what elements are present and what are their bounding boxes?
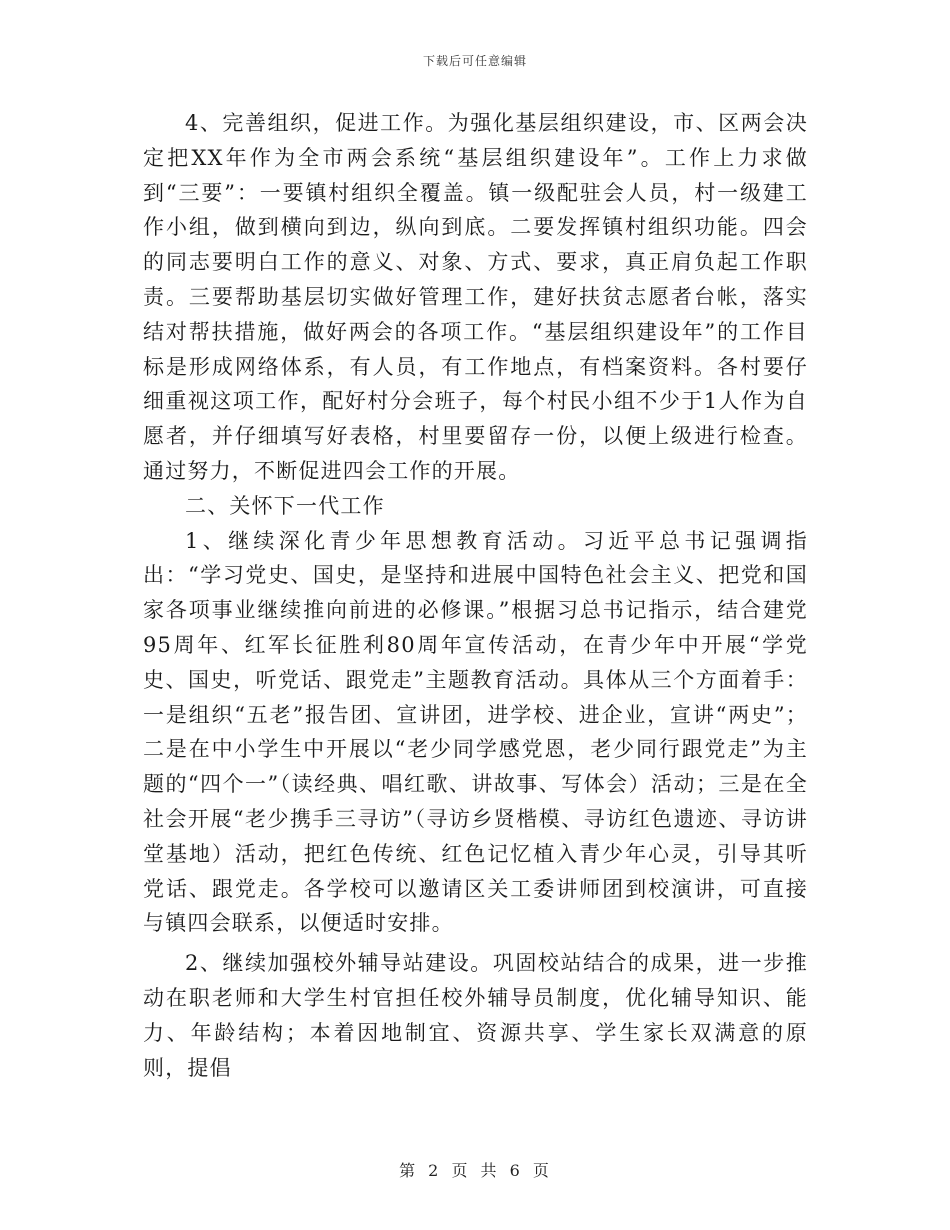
page-header: 下载后可任意编辑	[422, 54, 527, 68]
section-heading: 二、关怀下一代工作	[185, 493, 385, 518]
page-number: 第 2 页 共 6 页	[399, 1161, 551, 1180]
paragraph-tutoring-stations: 2、继续加强校外辅导站建设。巩固校站结合的成果，进一步推动在职老师和大学生村官担任校外辅导员制度，优化辅导知识、能力、年龄结构；本着因地制宜、资源共享、学生家长双满意的原则，提倡	[143, 951, 808, 1080]
paragraph-youth-education: 1、继续深化青少年思想教育活动。习近平总书记强调指出：“学习党史、国史，是坚持和进展中国特色社会主义、把党和国家各项事业继续推向前进的必修课。”根据习总书记指示，结合建党95周年、红军长征胜利80周年宣传活动，在青少年中开展“学党史、国史，听党话、跟党走”主题教育活动。具体从三个方面着手：一是组织“五老”报告团、宣讲团，进学校、进企业，宣讲“两史”；二是在中小学生中开展以“老少同学感党恩，老少同行跟党走”为主题的“四个一”（读经典、唱红歌、讲故事、写体会）活动；三是在全社会开展“老少携手三寻访”（寻访乡贤楷模、寻访红色遗迹、寻访讲堂基地）活动，把红色传统、红色记忆植入青少年心灵，引导其听党话、跟党走。各学校可以邀请区关工委讲师团到校演讲，可直接与镇四会联系，以便适时安排。	[143, 528, 808, 936]
paragraph-organization: 4、完善组织，促进工作。为强化基层组织建设，市、区两会决定把XX年作为全市两会系统“基层组织建设年”。工作上力求做到“三要”：一要镇村组织全覆盖。镇一级配驻会人员，村一级建工作小组，做到横向到边，纵向到底。二要发挥镇村组织功能。四会的同志要明白工作的意义、对象、方式、要求，真正肩负起工作职责。三要帮助基层切实做好管理工作，建好扶贫志愿者台帐，落实结对帮扶措施，做好两会的各项工作。“基层组织建设年”的工作目标是形成网络体系，有人员，有工作地点，有档案资料。各村要仔细重视这项工作，配好村分会班子，每个村民小组不少于1人作为自愿者，并仔细填写好表格，村里要留存一份，以便上级进行检查。通过努力，不断促进四会工作的开展。	[143, 111, 808, 483]
document-body	[143, 106, 808, 1085]
